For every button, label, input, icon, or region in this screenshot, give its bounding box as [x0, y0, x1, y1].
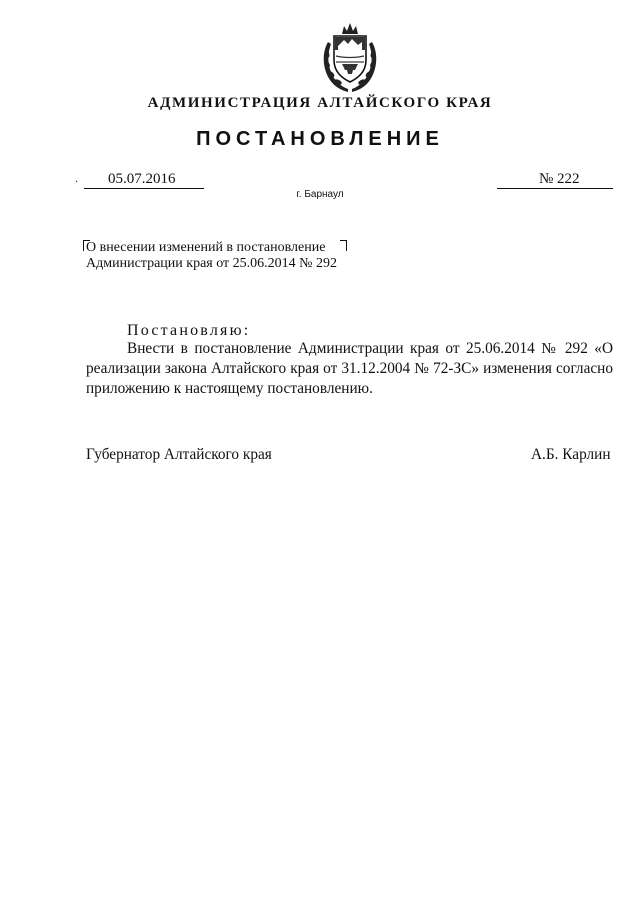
decree-text: Внести в постановление Администрации края от 25.06.2014 № 292 «О реализации закона Алтайского края от 31.12.2004 № 72-ЗС» изменения согласно приложению к настоящему постановлению.: [86, 340, 613, 397]
document-subject: [86, 240, 337, 272]
organization-title: АДМИНИСТРАЦИЯ АЛТАЙСКОГО КРАЯ: [147, 95, 493, 111]
document-number: № 222: [497, 170, 613, 189]
margin-dot: ·: [75, 177, 79, 188]
signer-title: Губернатор Алтайского края: [86, 446, 272, 463]
coat-of-arms-emblem: [318, 20, 382, 96]
signer-name: А.Б. Карлин: [531, 446, 611, 463]
subject-bracket-right: [340, 240, 347, 251]
document-date: 05.07.2016: [84, 170, 204, 189]
subject-line-1: О внесении изменений в постановление: [86, 240, 326, 255]
document-type: ПОСТАНОВЛЕНИЕ: [196, 128, 444, 150]
subject-line-2: Администрации края от 25.06.2014 № 292: [86, 256, 338, 271]
document-city: г. Барнаул: [296, 189, 344, 200]
crown-icon: [342, 23, 358, 34]
decree-word: Постановляю:: [127, 322, 251, 339]
